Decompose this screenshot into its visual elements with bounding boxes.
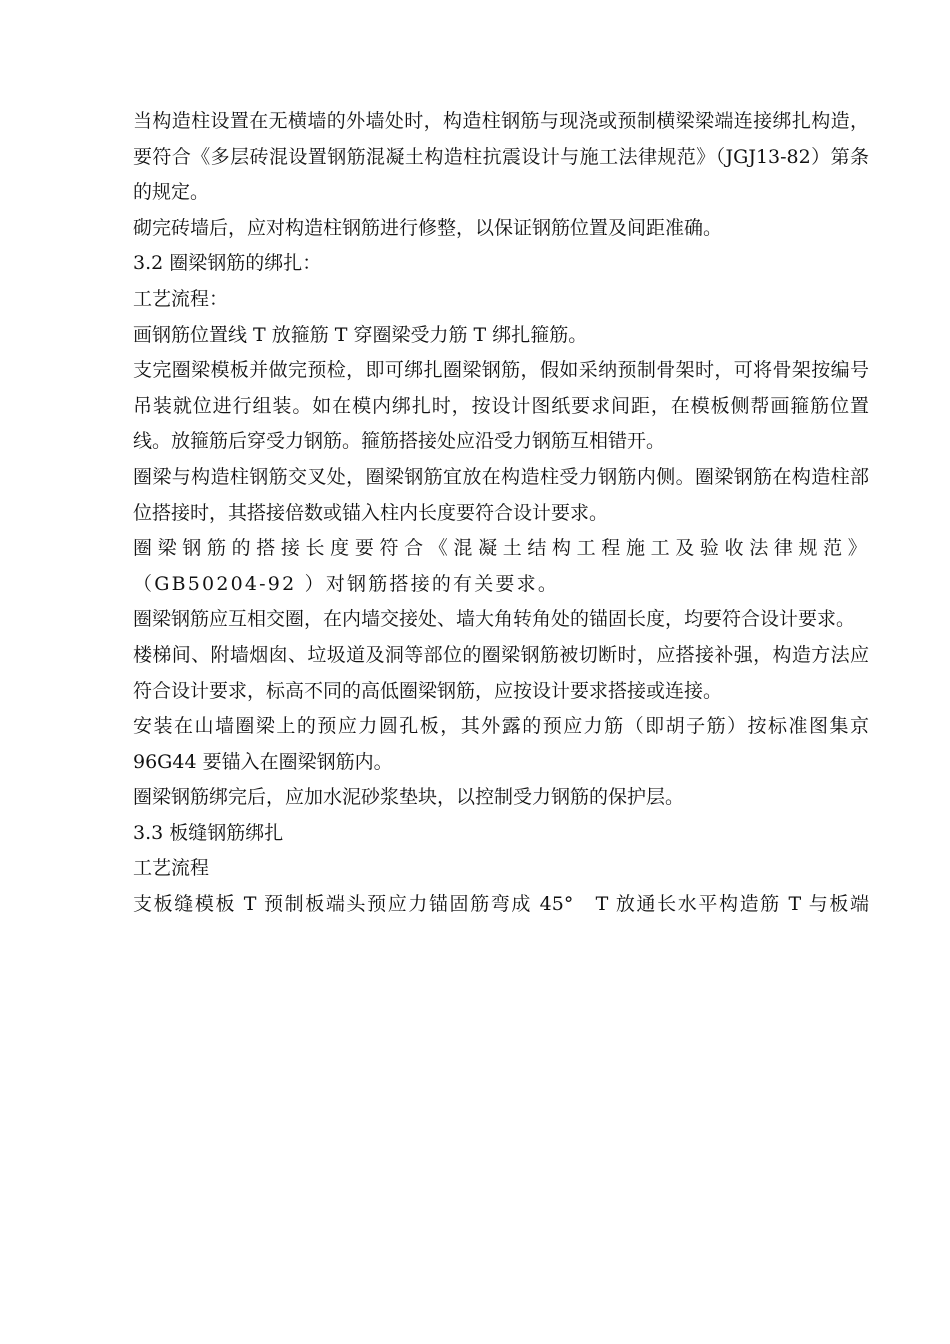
section-heading-3-2: 3.2 圈梁钢筋的绑扎： xyxy=(133,252,322,275)
section-heading-3-3: 3.3 板缝钢筋绑扎 xyxy=(133,821,284,844)
paragraph-reinforcement-cut: 楼梯间、附墙烟囱、垃圾道及洞等部位的圈梁钢筋被切断时，应搭接补强，构造方法应符合设计要求，标高不同的高低圈梁钢筋，应按设计要求搭接或连接。 xyxy=(133,643,869,702)
paragraph-ring-beam-assembly: 支完圈梁模板并做完预检，即可绑扎圈梁钢筋，假如采纳预制骨架时，可将骨架按编号吊装就位进行组装。如在模内绑扎时，按设计图纸要求间距，在模板侧帮画箍筋位置线。放箍筋后穿受力钢筋。箍筋搭接处应沿受力钢筋互相错开。 xyxy=(133,359,869,453)
paragraph-mortar-pads: 圈梁钢筋绑完后，应加水泥砂浆垫块，以控制受力钢筋的保护层。 xyxy=(133,786,685,809)
paragraph-trim-column-rebar: 砌完砖墙后，应对构造柱钢筋进行修整，以保证钢筋位置及间距准确。 xyxy=(133,216,723,239)
process-steps-slab-joint: 支板缝模板 T 预制板端头预应力锚固筋弯成 45° T 放通长水平构造筋 T 与板端 xyxy=(133,893,869,916)
process-steps-ring-beam: 画钢筋位置线 T 放箍筋 T 穿圈梁受力筋 T 绑扎箍筋。 xyxy=(133,323,588,346)
paragraph-ring-beam-column-crossing: 圈梁与构造柱钢筋交叉处，圈梁钢筋宜放在构造柱受力钢筋内侧。圈梁钢筋在构造柱部位搭接时，其搭接倍数或锚入柱内长度要符合设计要求。 xyxy=(133,465,869,524)
paragraph-lap-length: 圈梁钢筋的搭接长度要符合《混凝土结构工程施工及验收法律规范》（GB50204-92 ）对钢筋搭接的有关要求。 xyxy=(133,537,869,595)
paragraph-constructional-column-outer-wall: 当构造柱设置在无横墙的外墙处时，构造柱钢筋与现浇或预制横梁梁端连接绑扎构造，要符合《多层砖混设置钢筋混凝土构造柱抗震设计与施工法律规范》（JGJ13-82）第条的规定。 xyxy=(133,110,869,204)
body-text xyxy=(133,104,869,923)
paragraph-prestressed-slab: 安装在山墙圈梁上的预应力圆孔板，其外露的预应力筋（即胡子筋）按标准图集京 96G44 要锚入在圈梁钢筋内。 xyxy=(133,715,869,773)
process-label-2: 工艺流程 xyxy=(133,857,210,880)
process-label: 工艺流程： xyxy=(133,287,229,310)
paragraph-ring-beam-closure: 圈梁钢筋应互相交圈，在内墙交接处、墙大角转角处的锚固长度，均要符合设计要求。 xyxy=(133,608,856,631)
